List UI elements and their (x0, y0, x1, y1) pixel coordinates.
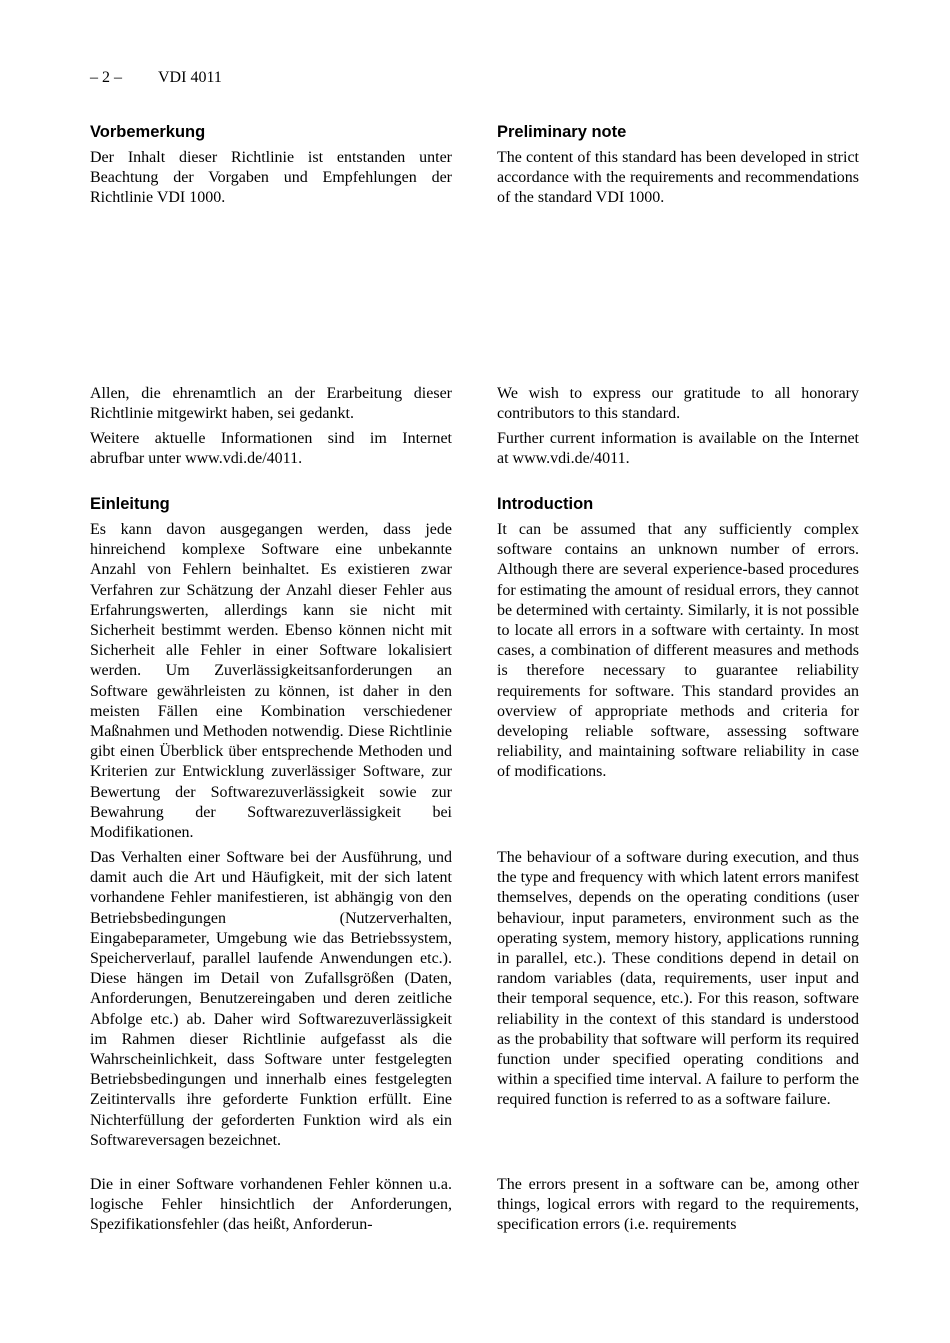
en-preliminary-section (497, 148, 859, 209)
de-intro-p3-block (90, 1175, 452, 1236)
en-intro-paragraph-3: The errors present in a software can be, among other things, logical errors with regard to the requirements, specification errors (i.e. requirements (497, 1176, 859, 1234)
de-intro-p2-block (90, 848, 452, 1151)
en-intro-paragraph-2: The behaviour of a software during execution, and thus the type and frequency with which latent errors manifest themselves, depends on the operating conditions (user behaviour, input parameters, environment such as the operating system, memory history, applications running in parallel, etc.). These conditions depend in detail on random variables (data, requirements, user input and their temporal sequence, etc.). For this reason, software reliability in the context of this standard is understood as the probability that software will perform its required function under specified operating conditions and within a specified time interval. A failure to perform the required function is referred to as a software failure. (497, 849, 859, 1109)
de-preliminary-section (90, 148, 452, 209)
page-header (90, 68, 222, 88)
en-intro-heading: Introduction (497, 495, 594, 513)
document-code: VDI 4011 (158, 69, 222, 86)
en-thanks-text: We wish to express our gratitude to all honorary contributors to this standard. (497, 385, 859, 423)
en-intro-paragraph-1: It can be assumed that any sufficiently complex software contains an unknown number of errors. Although there are several experience-based procedures for estimating the amount of residual errors, they cannot be determined with certainty. Similarly, it is not possible to locate all errors in a software with certainty. In most cases, a combination of different measures and methods is therefore necessary to guarantee reliability requirements for software. This standard provides an overview of appropriate methods and criteria for developing reliable software, assessing software reliability, and maintaining software reliability in case of modifications. (497, 521, 859, 781)
de-intro-p1-block (90, 520, 452, 843)
en-intro-p2-block (497, 848, 859, 1111)
de-preliminary-text: Der Inhalt dieser Richtlinie ist entstanden unter Beachtung der Vorgaben und Empfehlungen der Richtlinie VDI 1000. (90, 149, 452, 207)
en-intro-p1-block (497, 520, 859, 783)
de-intro-paragraph-2: Das Verhalten einer Software bei der Ausführung, und damit auch die Art und Häufigkeit, mit der sich latent vorhandene Fehler manifestieren, ist abhängig von den Betriebsbedingungen (Nutzerverhalten, Eingabeparameter, Umgebung wie das Betriebssystem, Speicherverlauf, parallel laufende Anwendungen etc.). Diese hängen im Detail von Zufallsgrößen (Daten, Anforderungen, Benutzereingaben und deren zeitliche Abfolge etc.) ab. Daher wird Softwarezuverlässigkeit im Rahmen dieser Richtlinie aufgefasst als die Wahrscheinlichkeit, dass Software unter festgelegten Betriebsbedingungen und innerhalb eines festgelegten Zeitintervalls ihre geforderte Funktion erfüllt. Eine Nichterfüllung der geforderten Funktion wird als ein Softwareversagen bezeichnet. (90, 849, 452, 1149)
en-preliminary-text: The content of this standard has been developed in strict accordance with the requirements and recommendations of the standard VDI 1000. (497, 149, 859, 207)
de-thanks-text: Allen, die ehrenamtlich an der Erarbeitung dieser Richtlinie mitgewirkt haben, sei gedankt. (90, 385, 452, 423)
de-intro-paragraph-1: Es kann davon ausgegangen werden, dass jede hinreichend komplexe Software eine unbekannte Anzahl von Fehlern beinhaltet. Es existieren zwar Verfahren zur Schätzung der Anzahl dieser Fehler aus Erfahrungswerten, allerdings kann sie nicht mit Sicherheit bestimmt werden. Ebenso können nicht mit Sicherheit alle Fehler in einer Software lokalisiert werden. Um Zuverlässigkeitsanforderungen an Software gewährleisten zu können, ist daher in den meisten Fällen eine Kombination verschiedener Maßnahmen und Methoden notwendig. Diese Richtlinie gibt einen Überblick über entsprechende Methoden und Kriterien zur Entwicklung zuverlässiger Software, zur Bewertung der Softwarezuverlässigkeit sowie zur Bewahrung der Softwarezuverlässigkeit bei Modifikationen. (90, 521, 452, 842)
de-intro-paragraph-3: Die in einer Software vorhandenen Fehler können u.a. logische Fehler hinsichtlich der Anforderungen, Spezifikationsfehler (das heißt, Anforderun- (90, 1176, 452, 1234)
en-info-text: Further current information is available on the Internet at www.vdi.de/4011. (497, 430, 859, 468)
en-info-section (497, 429, 859, 469)
en-thanks-section (497, 384, 859, 424)
de-thanks-section (90, 384, 452, 424)
de-intro-heading: Einleitung (90, 495, 170, 513)
page-number: – 2 – (90, 69, 122, 86)
en-preliminary-heading: Preliminary note (497, 123, 627, 141)
de-info-section (90, 429, 452, 469)
de-preliminary-heading: Vorbemerkung (90, 123, 206, 141)
en-intro-p3-block (497, 1175, 859, 1236)
de-info-text: Weitere aktuelle Informationen sind im Internet abrufbar unter www.vdi.de/4011. (90, 430, 452, 468)
